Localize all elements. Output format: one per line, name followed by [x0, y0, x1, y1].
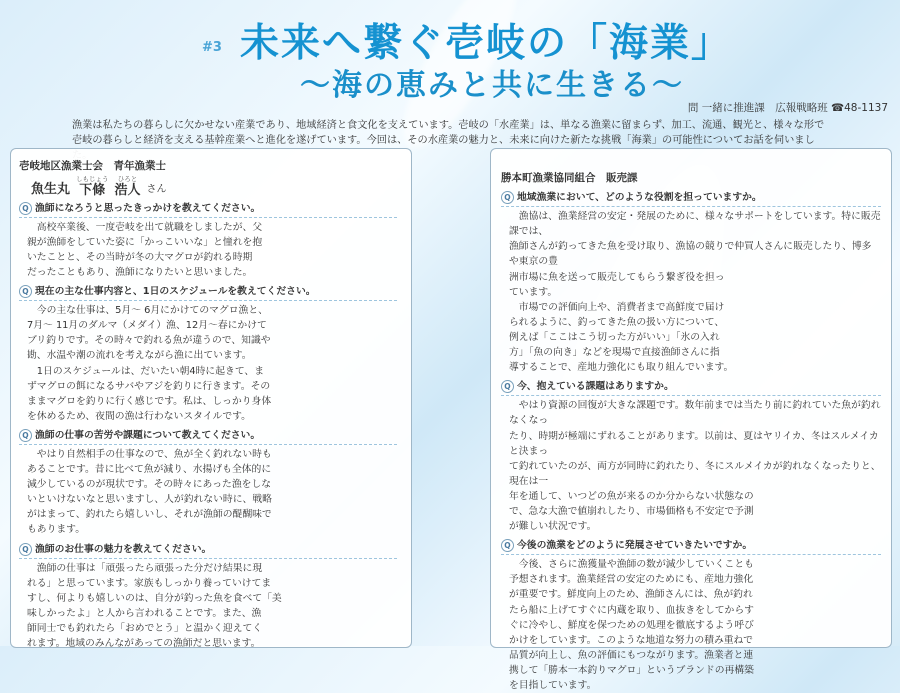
question [501, 538, 881, 553]
answer-text: 漁師の仕事は「頑張ったら頑張った分だけ結果に現 れる」と思っています。家族もしっかり養っていけてま すし、何よりも嬉しいのは、自分が釣った魚を食べて「美 味しかったよ」と人から言われることです。また、漁 師同士でも釣れたら「おめでとう」と温かく迎えてく れます。地域のみんながあっての漁師だと思います。 [27, 562, 282, 650]
issue-badge: #3 [202, 40, 222, 55]
divider [19, 300, 397, 301]
interview-panel-fisherman [10, 148, 412, 648]
page-title: 未来へ繋ぐ壱岐の「海業」 [240, 21, 733, 66]
answer-text: 漁協は、漁業経営の安定・発展のために、様々なサポートをしています。特に販売課では、 漁師さんが釣ってきた魚を受け取り、漁協の競りで仲買人さんに販売したり、博多や東京の豊 洲市場に魚を送って販売してもらう繋ぎ役を担っ ています。 市場での評価向上や、消費者まで高鮮度で届け られるように、釣ってきた魚の扱い方について、 例えば「ここはこう切った方がいい」「氷の入れ 方」「魚の向き」などを現場で直接漁師さんに指 導することで、産地力強化にも取り組んでいます。 [509, 211, 881, 374]
org-name: 勝本町漁業協同組合 販売課 [501, 172, 638, 184]
answer-text: 高校卒業後、一度壱岐を出て就職をしましたが、父 親が漁師をしていた姿に「かっこいいな」と憧れを抱 いたことと、その当時が冬の大マグロが釣れる時期 だったこともあり、漁師になりたいと思いました。 [27, 221, 263, 278]
boat-name: 魚生丸 [31, 181, 71, 197]
surname-ruby: しもじょう [76, 175, 109, 184]
interview-panel-coop [490, 148, 892, 691]
question [501, 190, 881, 205]
surname [76, 176, 109, 197]
divider [501, 206, 881, 207]
surname-text: 下條 [79, 182, 106, 198]
divider [19, 217, 397, 218]
answer-text: 今の主な仕事は、5月～ 6月にかけてのマグロ漁と、 7月～ 11月のダルマ（メダイ）漁、12月～春にかけて ブリ釣りです。その時々で釣れる魚が違うので、知識や 勘、水温や潮の流れを考えながら漁に出ています。 1日のスケジュールは、だいたい朝4時に起きて、ま ずマグロの餌になるサバやアジを釣りに行きます。その ままマグロを釣りに行く感じです。私は、しっかり身体 を休めるため、夜間の漁は行わないスタイルです。 [27, 305, 272, 422]
answer-text: やはり自然相手の仕事なので、魚が全く釣れない時も あることです。昔に比べて魚が減り、水揚げも全体的に 減少しているのが現状です。その時々にあった漁をしな いといけないなと思いますし、人が釣れない時に、戦略 がはまって、釣れたら嬉しいし、それが漁師の醍醐味で もあります。 [27, 449, 272, 536]
question-text: 現在の主な仕事内容と、1日のスケジュールを教えてください。 [35, 286, 316, 298]
given-text: 浩人 [114, 182, 141, 198]
page-subtitle: 〜海の恵みと共に生きる〜 [300, 68, 684, 103]
question [19, 542, 397, 557]
q-icon: Q [19, 429, 32, 442]
q-icon: Q [501, 191, 514, 204]
divider [501, 554, 881, 555]
q-icon: Q [19, 202, 32, 215]
question [501, 379, 881, 394]
divider [19, 444, 397, 445]
org-name: 壱岐地区漁業士会 青年漁業士 [19, 160, 166, 172]
question-text: 漁師のお仕事の魅力を教えてください。 [35, 543, 212, 555]
contact-info: 問 一緒に推進課 広報戦略班 ☎48-1137 [687, 102, 888, 114]
question [19, 201, 397, 216]
divider [501, 395, 881, 396]
answer-text: 今後、さらに漁獲量や漁師の数が減少していくことも 予想されます。漁業経営の安定のためにも、産地力強化 が重要です。鮮度向上のため、漁師さんには、魚が釣れ たら船に上げてすぐに内蔵を取り、血抜きをしてからす ぐに冷やし、鮮度を保つための処理を徹底するよう呼び かけをしています。このような地道な努力の積み重ねで 品質が向上し、魚の評価にもつながります。漁業者と連 携して「勝本一本釣りマグロ」というブランドの再構築 を目指しています。 [509, 559, 754, 691]
question-text: 漁師になろうと思ったきっかけを教えてください。 [35, 202, 261, 214]
question [19, 428, 397, 443]
q-icon: Q [19, 543, 32, 556]
q-icon: Q [501, 380, 514, 393]
divider [19, 558, 397, 559]
question-text: 漁師の仕事の苦労や課題について教えてください。 [35, 429, 261, 441]
question-text: 今後の漁業をどのように発展させていきたいですか。 [517, 540, 753, 552]
answer-text: やはり資源の回復が大きな課題です。数年前までは当たり前に釣れていた魚が釣れなくなっ たり、時期が極端にずれることがあります。以前は、夏はヤリイカ、冬はスルメイカと決まっ て釣れていたのが、両方が同時に釣れたり、冬にスルメイカが釣れなくなったりと、現在は一 年を通して、いつどの魚が来るのか分からない状態なの で、急な大漁で値崩れしたり、市場価格も不安定で予測 が難しい状況です。 [509, 400, 881, 533]
given-ruby: ひろと [117, 175, 138, 184]
question-text: 今、抱えている課題はありますか。 [517, 381, 674, 393]
question [19, 284, 397, 299]
question-text: 地域漁業において、どのような役割を担っていますか。 [517, 192, 762, 204]
q-icon: Q [501, 539, 514, 552]
honorific: さん [146, 183, 167, 195]
given-name [115, 176, 141, 197]
q-icon: Q [19, 285, 32, 298]
interviewee-name [31, 176, 397, 197]
intro-text: 漁業は私たちの暮らしに欠かせない産業であり、地域経済と食文化を支えています。壱岐の「水産業」は、単なる漁業に留まらず、加工、流通、観光と、様々な形で壱岐の暮らしと経済を支える基幹産業へと進化を遂げています。今回は、その水産業の魅力と、未来に向けた新たな挑戦「海業」の可能性についてお話を伺いまし [72, 120, 825, 146]
